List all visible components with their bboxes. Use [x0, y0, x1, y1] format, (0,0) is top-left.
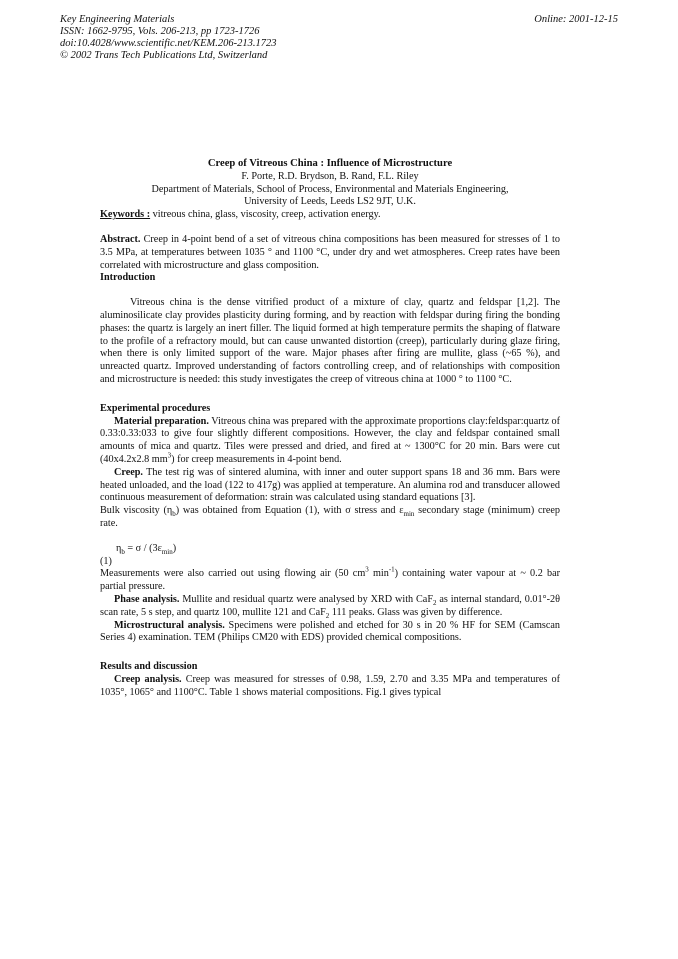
abstract-label: Abstract. [100, 233, 141, 245]
online-date: Online: 2001-12-15 [534, 14, 618, 25]
abstract-text: Creep in 4-point bend of a set of vitreous china compositions has been measured for stresses of 1 to 3.5 MPa, at temperatures between 1035 ° and 1100 °C, under dry and wet atmospheres. Creep rates have been correlated with microstructure and glass composition. [100, 233, 560, 271]
experimental-heading: Experimental procedures [100, 402, 211, 414]
creep-analysis-paragraph: Creep analysis. Creep was measured for stresses of 0.98, 1.59, 2.70 and 3.35 MPa and temperatures of 1035°, 1065° and 1100°C. Table 1 shows material compositions. Fig.1 gives typical [100, 673, 560, 698]
microstructural-analysis-label: Microstructural analysis. [114, 619, 225, 631]
measurements-paragraph: Measurements were also carried out using flowing air (50 $cm^3$ $\min^{-1}$) containing water vapour at ~ 0.2 bar partial pressure. [100, 565, 560, 593]
keywords-label: Keywords : [100, 209, 151, 221]
phase-analysis-paragraph: Phase analysis. Mullite and residual quartz were analysed by XRD with CaF$_2$ as internal standard, 0.01°-2θ scan rate, 5 s step, and quartz 100, mullite 121 and CaF$_2$ 111 peaks. Glass was given by difference. [100, 593, 560, 620]
paper-title: Creep of Vitreous China : Influence of Microstructure [207, 158, 453, 169]
affiliation-line-2: University of Leeds, Leeds LS2 9JT, U.K. [244, 196, 416, 208]
equation-number: (1) [100, 555, 112, 567]
affiliation-line-1: Department of Materials, School of Process, Environmental and Materials Engineering, [151, 183, 509, 195]
title-block [100, 158, 560, 209]
paper-authors: F. Porte, R.D. Brydson, B. Rand, F.L. Riley [241, 170, 419, 182]
journal-doi: doi:10.4028/www.scientific.net/KEM.206-213.1723 [60, 38, 277, 49]
journal-issn: ISSN: 1662-9795, Vols. 206-213, pp 1723-1726 [60, 26, 260, 37]
material-preparation-paragraph: Material preparation. Vitreous china was prepared with the approximate proportions clay:feldspar:quartz of 0.33:0.33:033 to give four slightly different compositions. However, the clay and feldspar contained small amounts of mica and quartz. Tiles were pressed and dried, and fired at ~ 1300°C for 20 min. Bars were cut (40x4.2x2.8 $mm^3$) for creep measurements in 4-point bend. [100, 415, 561, 465]
introduction-heading: Introduction [100, 272, 156, 284]
phase-analysis-label: Phase analysis. [114, 593, 180, 605]
viscosity-paragraph: Bulk viscosity $(\eta_b)$ was obtained from Equation (1), with σ stress and $\varepsilon_{min}$ secondary stage (minimum) creep rate. [100, 505, 561, 529]
keywords [100, 209, 560, 222]
abstract [100, 234, 560, 272]
material-preparation-label: Material preparation. [114, 415, 209, 427]
creep-analysis-label: Creep analysis. [114, 673, 182, 685]
microstructural-analysis-paragraph: Microstructural analysis. Specimens were polished and etched for 30 s in 20 % HF for SEM (Camscan Series 4) examination. TEM (Philips CM20 with EDS) provided chemical compositions. [100, 619, 560, 644]
equation-1: $\eta_b = \sigma / (3\varepsilon_{min})$ [116, 542, 177, 556]
journal-name: Key Engineering Materials [60, 14, 175, 25]
journal-header [60, 14, 618, 62]
journal-copyright: © 2002 Trans Tech Publications Ltd, Switzerland [60, 50, 268, 61]
results-heading: Results and discussion [100, 661, 198, 673]
keywords-text: vitreous china, glass, viscosity, creep, activation energy. [150, 209, 381, 221]
introduction-paragraph: Vitreous china is the dense vitrified product of a mixture of clay, quartz and feldspar [1,2]. The aluminosilicate clay provides plasticity during forming, and by reaction with feldspar during firing the bonding phases: the quartz is largely an inert filler. The liquid formed at high temperature permits the shaping of flatware to the profile of a refractory mould, but can cause unwanted distortion (creep), particularly during glaze firing, when there is only limited support of the ware. Major phases after firing are mullite, glass (~65 %), and unreacted quartz. Improved understanding of factors controlling creep, and of relationships with composition and microstructure is needed: this study investigates the creep of vitreous china at 1000 ° to 1100 °C. [100, 297, 560, 385]
paper-body [100, 158, 560, 699]
creep-paragraph: Creep. The test rig was of sintered alumina, with inner and outer support spans 18 and 36 mm. Bars were heated unloaded, and the load (122 to 417g) was applied at temperature. An alumina rod and transducer allowed continuous measurement of deformation: strain was calculated using standard equations [3]. [100, 466, 560, 504]
creep-label: Creep. [114, 466, 143, 478]
